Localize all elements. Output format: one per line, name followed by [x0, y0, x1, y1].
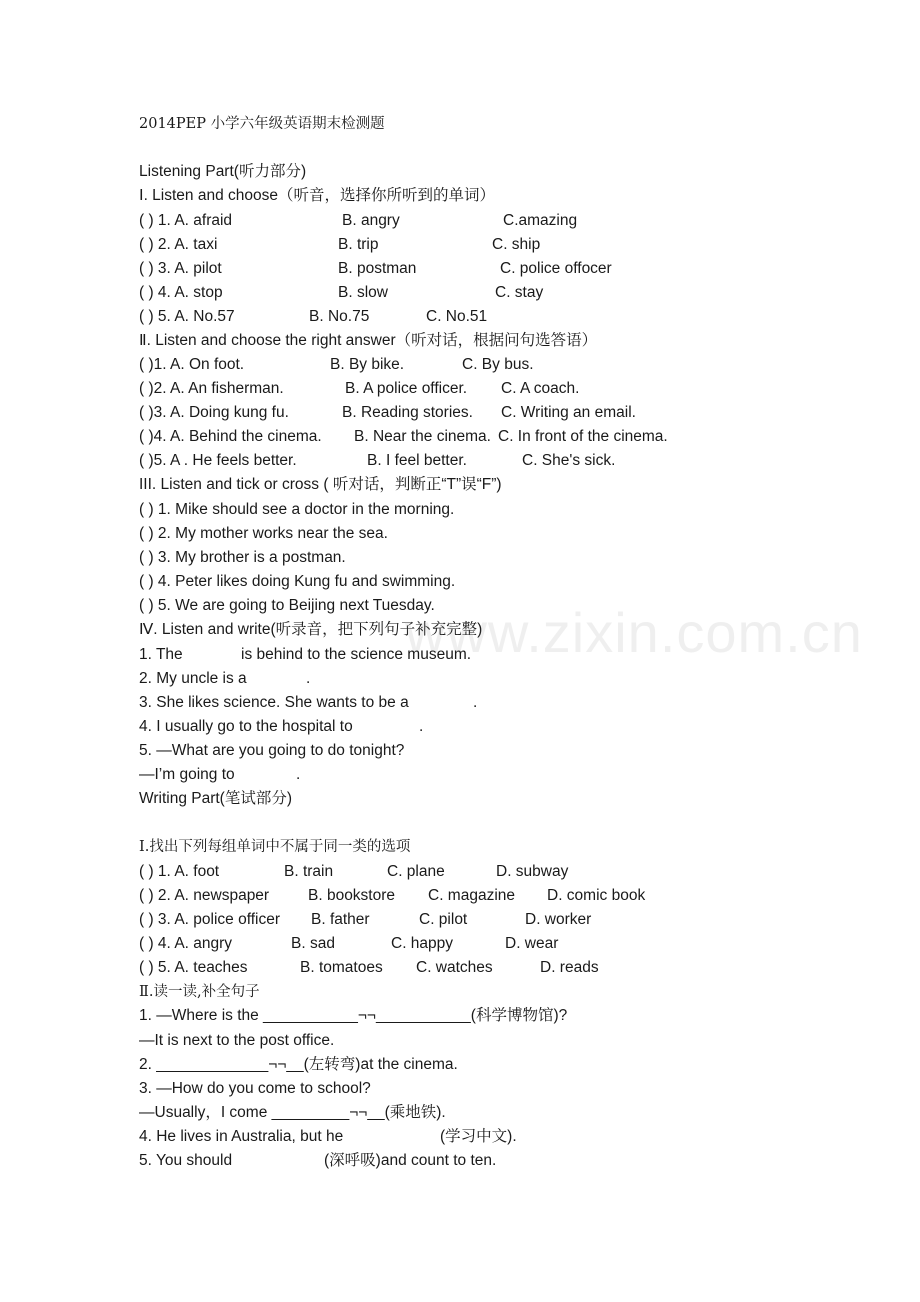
listening-section-4-title: Ⅳ. Listen and write(听录音，把下列句子补充完整) — [139, 621, 483, 638]
sentence-start: 1. The — [139, 646, 183, 663]
fill-blank-row — [139, 763, 699, 787]
option-c: C.amazing — [503, 212, 578, 229]
option-a: ( ) 4. A. angry — [139, 935, 233, 952]
sentence-start: 3. She likes science. She wants to be a — [139, 694, 409, 711]
option-a: ( ) 1. A. afraid — [139, 212, 233, 229]
question-row — [139, 956, 759, 980]
option-b: B. postman — [338, 260, 417, 277]
sentence-hint: (深呼吸)and count to ten. — [324, 1152, 497, 1169]
option-c: C. By bus. — [462, 356, 534, 373]
option-c: C. watches — [416, 959, 493, 976]
fill-blank-row — [139, 667, 699, 691]
option-c: C. police offocer — [500, 260, 612, 277]
question-row — [139, 425, 799, 449]
sentence-end: . — [419, 718, 424, 735]
option-d: D. worker — [525, 911, 592, 928]
option-c: C. She's sick. — [522, 452, 616, 469]
option-b: B. Reading stories. — [342, 404, 473, 421]
statement-row: ( ) 4. Peter likes doing Kung fu and swimming. — [139, 573, 456, 590]
option-d: D. wear — [505, 935, 559, 952]
option-c: C. ship — [492, 236, 541, 253]
sentence-end: . — [473, 694, 478, 711]
fill-blank-row: 5. —What are you going to do tonight? — [139, 742, 405, 759]
question-row — [139, 449, 779, 473]
option-b: B. tomatoes — [300, 959, 383, 976]
statement-row: ( ) 3. My brother is a postman. — [139, 549, 346, 566]
listening-section-1-title: Ⅰ. Listen and choose（听音，选择你所听到的单词） — [139, 187, 496, 204]
option-a: ( )2. A. An fisherman. — [139, 380, 284, 397]
sentence-row: —Usually，I come _________¬¬__(乘地铁). — [139, 1104, 446, 1121]
sentence-start: 2. My uncle is a — [139, 670, 247, 687]
sentence-row: 3. —How do you come to school? — [139, 1080, 371, 1097]
question-row — [139, 209, 739, 233]
sentence-row — [139, 1125, 699, 1149]
question-row — [139, 377, 779, 401]
fill-blank-row — [139, 643, 699, 667]
sentence-end: is behind to the science museum. — [241, 646, 472, 663]
question-row — [139, 401, 779, 425]
option-b: B. sad — [291, 935, 335, 952]
option-c: C. stay — [495, 284, 544, 301]
option-a: ( ) 5. A. No.57 — [139, 308, 235, 325]
option-c: C. pilot — [419, 911, 468, 928]
sentence-start: 4. I usually go to the hospital to — [139, 718, 353, 735]
option-a: ( )3. A. Doing kung fu. — [139, 404, 289, 421]
statement-row: ( ) 1. Mike should see a doctor in the morning. — [139, 501, 455, 518]
option-b: B. train — [284, 863, 334, 880]
sentence-row — [139, 1149, 699, 1173]
option-a: ( )4. A. Behind the cinema. — [139, 428, 322, 445]
listening-section-3-title: III. Listen and tick or cross ( 听对话，判断正“T”误“F”) — [139, 476, 502, 493]
option-b: B. By bike. — [330, 356, 405, 373]
sentence-end: . — [296, 766, 301, 783]
option-b: B. bookstore — [308, 887, 396, 904]
sentence-row: —It is next to the post office. — [139, 1032, 335, 1049]
question-row — [139, 305, 739, 329]
option-c: C. happy — [391, 935, 454, 952]
option-b: B. No.75 — [309, 308, 370, 325]
writing-section-1-title: Ⅰ.找出下列每组单词中不属于同一类的选项 — [139, 839, 411, 855]
listening-part-heading: Listening Part(听力部分) — [139, 163, 307, 180]
option-d: D. reads — [540, 959, 599, 976]
question-row — [139, 257, 739, 281]
statement-row: ( ) 2. My mother works near the sea. — [139, 525, 388, 542]
question-row — [139, 908, 759, 932]
option-c: C. plane — [387, 863, 445, 880]
question-row — [139, 932, 759, 956]
option-b: B. A police officer. — [345, 380, 468, 397]
option-b: B. Near the cinema. — [354, 428, 491, 445]
question-row — [139, 233, 739, 257]
option-c: C. Writing an email. — [501, 404, 636, 421]
option-a: ( ) 4. A. stop — [139, 284, 223, 301]
option-a: ( ) 3. A. pilot — [139, 260, 222, 277]
sentence-hint: (学习中文). — [440, 1128, 517, 1145]
option-a: ( ) 2. A. newspaper — [139, 887, 270, 904]
watermark: www.zixin.com.cn — [405, 601, 863, 664]
option-b: B. trip — [338, 236, 379, 253]
document-title: 2014PEP 小学六年级英语期末检测题 — [139, 116, 385, 132]
sentence-row: 1. —Where is the ___________¬¬___________(科学博物馆)? — [139, 1007, 568, 1024]
option-a: ( )5. A . He feels better. — [139, 452, 297, 469]
option-b: B. angry — [342, 212, 400, 229]
writing-part-heading: Writing Part(笔试部分) — [139, 790, 293, 807]
statement-row: ( ) 5. We are going to Beijing next Tuesday. — [139, 597, 435, 614]
option-a: ( ) 1. A. foot — [139, 863, 220, 880]
sentence-end: . — [306, 670, 311, 687]
option-d: D. comic book — [547, 887, 646, 904]
option-a: ( )1. A. On foot. — [139, 356, 245, 373]
option-c: C. No.51 — [426, 308, 488, 325]
question-row — [139, 884, 759, 908]
question-row — [139, 353, 779, 377]
sentence-start: 5. You should — [139, 1152, 233, 1169]
option-c: C. magazine — [428, 887, 516, 904]
option-d: D. subway — [496, 863, 569, 880]
writing-section-2-title: Ⅱ.读一读,补全句子 — [139, 984, 260, 1000]
option-c: C. A coach. — [501, 380, 580, 397]
option-b: B. slow — [338, 284, 388, 301]
listening-section-2-title: Ⅱ. Listen and choose the right answer（听对话，根据问句选答语） — [139, 332, 598, 349]
option-b: B. father — [311, 911, 370, 928]
option-a: ( ) 2. A. taxi — [139, 236, 218, 253]
question-row — [139, 860, 759, 884]
option-c: C. In front of the cinema. — [498, 428, 668, 445]
option-b: B. I feel better. — [367, 452, 467, 469]
question-row — [139, 281, 739, 305]
sentence-start: 4. He lives in Australia, but he — [139, 1128, 344, 1145]
fill-blank-row — [139, 691, 699, 715]
fill-blank-row — [139, 715, 699, 739]
sentence-start: —I’m going to — [139, 766, 235, 783]
option-a: ( ) 5. A. teaches — [139, 959, 248, 976]
sentence-row: 2. _____________¬¬__(左转弯)at the cinema. — [139, 1056, 458, 1073]
option-a: ( ) 3. A. police officer — [139, 911, 280, 928]
